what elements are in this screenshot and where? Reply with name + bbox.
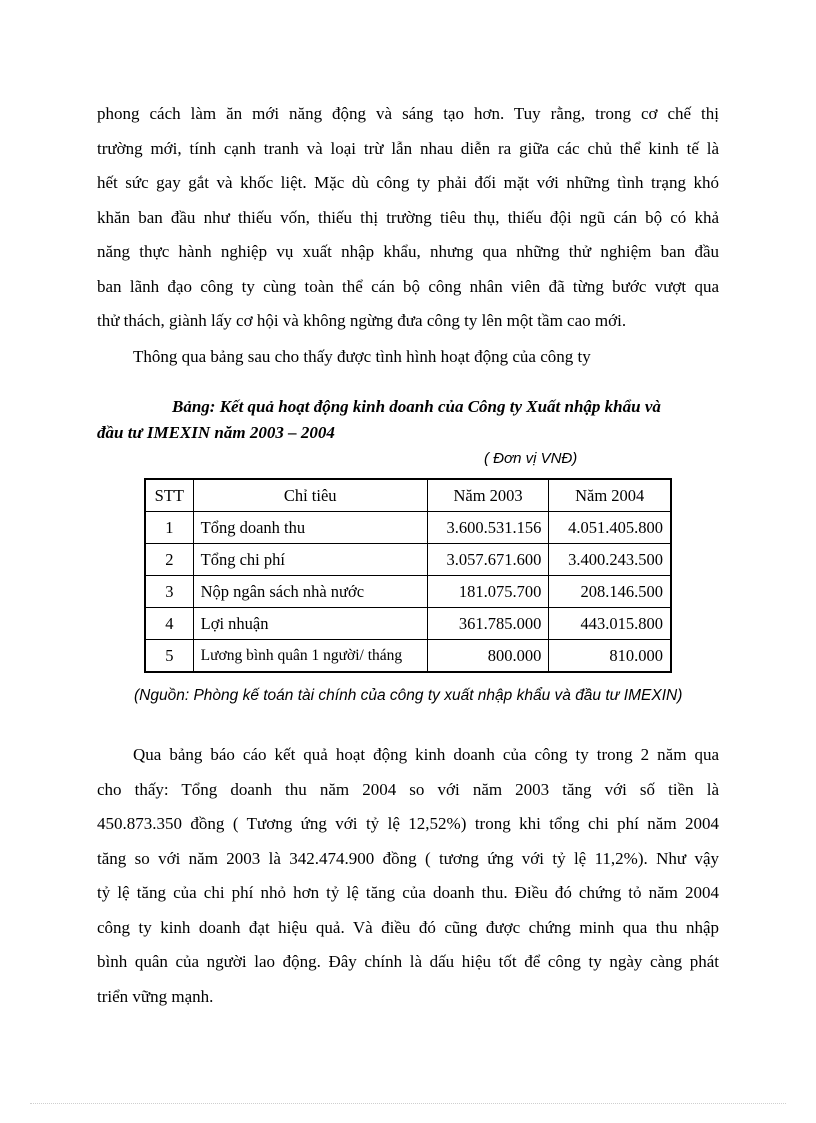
- table-row: [145, 512, 671, 544]
- cell-value-2004: 443.015.800: [549, 608, 671, 640]
- table-row: [145, 640, 671, 673]
- source-note: (Nguồn: Phòng kế toán tài chính của công ty xuất nhập khẩu và đầu tư IMEXIN): [134, 687, 683, 704]
- table-row: [145, 544, 671, 576]
- cell-value-2003: 800.000: [427, 640, 549, 673]
- paragraph-line: cho thấy: Tổng doanh thu năm 2004 so với năm 2003 tăng với số tiền là: [97, 779, 719, 799]
- analysis-paragraph: [97, 738, 719, 1014]
- cell-indicator: Tổng doanh thu: [193, 512, 427, 544]
- business-results-table: [144, 478, 672, 673]
- table-caption: [97, 394, 719, 446]
- paragraph-line: tỷ lệ tăng của chi phí nhỏ hơn tỷ lệ tăng của doanh thu. Điều đó chứng tỏ năm 2004: [97, 883, 719, 902]
- table-caption-line: Bảng: Kết quả hoạt động kinh doanh của Công ty Xuất nhập khẩu và: [172, 397, 661, 416]
- cell-value-2003: 3.600.531.156: [427, 512, 549, 544]
- intro-paragraph: [97, 97, 719, 339]
- header-year-2004: Năm 2004: [549, 479, 671, 512]
- cell-stt: 4: [145, 608, 193, 640]
- paragraph-line: 450.873.350 đồng ( Tương ứng với tỷ lệ 12,52%) trong khi tổng chi phí năm 2004: [97, 814, 719, 833]
- cell-value-2004: 4.051.405.800: [549, 512, 671, 544]
- cell-indicator: Lợi nhuận: [193, 608, 427, 640]
- page-footer-divider: [30, 1103, 786, 1104]
- table-row: [145, 608, 671, 640]
- cell-stt: 2: [145, 544, 193, 576]
- table-intro-sentence: Thông qua bảng sau cho thấy được tình hình hoạt động của công ty: [133, 347, 591, 366]
- header-stt: STT: [145, 479, 193, 512]
- cell-stt: 1: [145, 512, 193, 544]
- cell-stt: 5: [145, 640, 193, 673]
- paragraph-line: hết sức gay gắt và khốc liệt. Mặc dù công ty phải đối mặt với những tình trạng khó: [97, 173, 719, 192]
- header-year-2003: Năm 2003: [427, 479, 549, 512]
- cell-indicator: Tổng chi phí: [193, 544, 427, 576]
- cell-value-2003: 181.075.700: [427, 576, 549, 608]
- paragraph-line: ban lãnh đạo công ty cùng toàn thể cán bộ công nhân viên đã từng bước vượt qua: [97, 276, 719, 296]
- cell-value-2004: 810.000: [549, 640, 671, 673]
- cell-stt: 3: [145, 576, 193, 608]
- cell-value-2004: 208.146.500: [549, 576, 671, 608]
- paragraph-line: thử thách, giành lấy cơ hội và không ngừng đưa công ty lên một tầm cao mới.: [97, 311, 627, 330]
- cell-value-2003: 361.785.000: [427, 608, 549, 640]
- paragraph-line: công ty kinh doanh đạt hiệu quả. Và điều đó cũng được chứng minh qua thu nhập: [97, 917, 719, 937]
- paragraph-line: khăn ban đầu như thiếu vốn, thiếu thị trường tiêu thụ, thiếu đội ngũ cán bộ có khả: [97, 207, 719, 227]
- cell-value-2004: 3.400.243.500: [549, 544, 671, 576]
- paragraph-line: trường mới, tính cạnh tranh và loại trừ lẫn nhau diễn ra giữa các chủ thể kinh tế là: [97, 138, 719, 158]
- table-row: [145, 576, 671, 608]
- header-indicator: Chỉ tiêu: [193, 479, 427, 512]
- table-header-row: [145, 479, 671, 512]
- paragraph-line: tăng so với năm 2003 là 342.474.900 đồng ( tương ứng với tỷ lệ 11,2%). Như vậy: [97, 848, 719, 868]
- unit-note: ( Đơn vị VNĐ): [484, 450, 578, 467]
- table-caption-line: đầu tư IMEXIN năm 2003 – 2004: [97, 423, 335, 442]
- cell-indicator: Nộp ngân sách nhà nước: [193, 576, 427, 608]
- paragraph-line: triển vững mạnh.: [97, 986, 214, 1006]
- cell-value-2003: 3.057.671.600: [427, 544, 549, 576]
- paragraph-line: bình quân của người lao động. Đây chính là dấu hiệu tốt để công ty ngày càng phát: [97, 952, 719, 971]
- paragraph-line: Qua bảng báo cáo kết quả hoạt động kinh doanh của công ty trong 2 năm qua: [133, 745, 719, 764]
- paragraph-line: phong cách làm ăn mới năng động và sáng tạo hơn. Tuy rằng, trong cơ chế thị: [97, 104, 719, 123]
- cell-indicator: Lương bình quân 1 người/ tháng: [193, 640, 427, 673]
- paragraph-line: năng thực hành nghiệp vụ xuất nhập khẩu, nhưng qua những thử nghiệm ban đầu: [97, 242, 719, 261]
